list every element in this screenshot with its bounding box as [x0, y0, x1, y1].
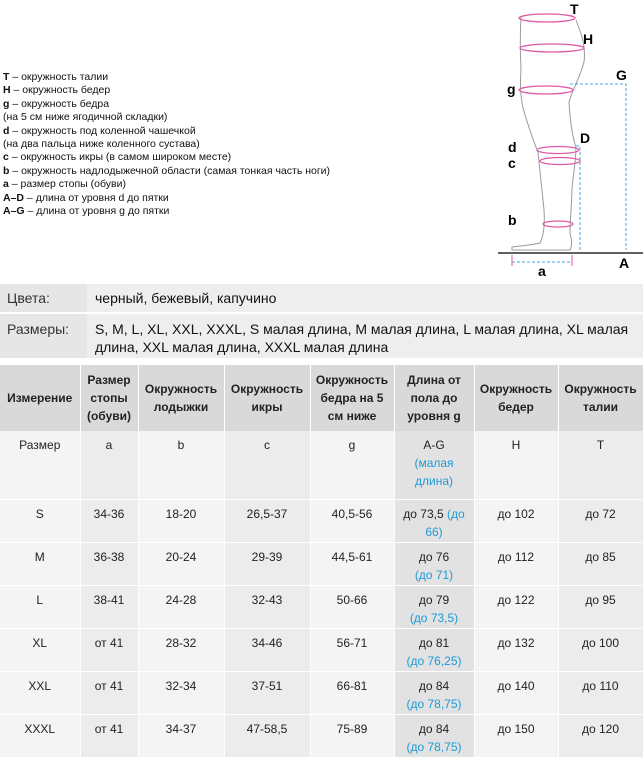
header-waist: Окружность талии: [558, 365, 643, 431]
h-ring: [520, 44, 584, 52]
label-b: b: [508, 212, 517, 228]
label-D: D: [580, 130, 591, 146]
g-ring: [519, 86, 573, 94]
sizes-value: S, M, L, XL, XXL, XXXL, S малая длина, M малая длина, L малая длина, XL малая длина, XXL малая длина, XXXL малая длина: [87, 314, 643, 358]
table-row: S 34-36 18-20 26,5-37 40,5-56 до 73,5 (до 66) до 102 до 72: [0, 500, 643, 543]
legend-row-b: b – окружность надлодыжечной области (самая тонкая часть ноги): [3, 164, 331, 177]
header-hips: Окружность бедер: [474, 365, 558, 431]
colors-label: Цвета:: [0, 284, 87, 312]
label-H: H: [583, 31, 594, 47]
sizes-label: Размеры:: [0, 314, 87, 358]
label-c: c: [508, 155, 516, 171]
b-ring: [543, 221, 573, 227]
t-ring: [519, 14, 575, 22]
table-row: XXXL от 41 34-37 47-58,5 75-89 до 84 (до 78,75) до 150 до 120: [0, 715, 643, 758]
header-thigh: Окружность бедра на 5 см ниже: [310, 365, 394, 431]
product-info-table: [0, 284, 643, 358]
table-row: M 36-38 20-24 29-39 44,5-61 до 76 (до 71) до 112 до 85: [0, 543, 643, 586]
table-row: L 38-41 24-28 32-43 50-66 до 79 (до 73,5) до 122 до 95: [0, 586, 643, 629]
legend-row-ag: A–G – длина от уровня g до пятки: [3, 205, 170, 218]
legend-row-ad: A–D – длина от уровня d до пятки: [3, 191, 169, 204]
legend-row-c: c – окружность икры (в самом широком месте): [3, 151, 232, 164]
label-g: g: [507, 81, 516, 97]
header-ankle: Окружность лодыжки: [138, 365, 224, 431]
label-a: a: [538, 263, 546, 279]
header-calf: Окружность икры: [224, 365, 310, 431]
c-ring: [540, 158, 580, 165]
header-length: Длина от пола до уровня g: [394, 365, 474, 431]
legend-row-a: a – размер стопы (обуви): [3, 178, 126, 191]
table-row: Размер a b c g A-G (малая длина) H T: [0, 431, 643, 500]
legend-row-g: g – окружность бедра: [3, 97, 110, 110]
legend-row-h: H – окружность бедер: [3, 84, 111, 97]
g-guide: [570, 84, 626, 250]
leg-measurement-diagram: [490, 0, 643, 280]
label-A: A: [619, 255, 630, 271]
table-row: XL от 41 28-32 34-46 56-71 до 81 (до 76,25) до 132 до 100: [0, 629, 643, 672]
colors-value: черный, бежевый, капучино: [87, 284, 643, 312]
legend-row-d: d – окружность под коленной чашечкой: [3, 124, 196, 137]
legend-row-t: T – окружность талии: [3, 71, 109, 83]
measurement-legend: [3, 71, 330, 218]
size-chart-header: [0, 365, 643, 431]
size-chart-table: [0, 365, 643, 758]
label-T: T: [570, 1, 579, 17]
legend-row-d-note: (на два пальца ниже коленного сустава): [3, 138, 200, 151]
header-measurement: Измерение: [0, 365, 80, 431]
legend-row-g-note: (на 5 см ниже ягодичной складки): [3, 111, 168, 124]
header-foot-size: Размер стопы (обуви): [80, 365, 138, 431]
sizes-row: [0, 314, 643, 358]
label-G: G: [616, 67, 627, 83]
colors-row: [0, 284, 643, 312]
d-ring: [537, 147, 579, 154]
table-row: XXL от 41 32-34 37-51 66-81 до 84 (до 78,75) до 140 до 110: [0, 672, 643, 715]
label-d: d: [508, 139, 517, 155]
